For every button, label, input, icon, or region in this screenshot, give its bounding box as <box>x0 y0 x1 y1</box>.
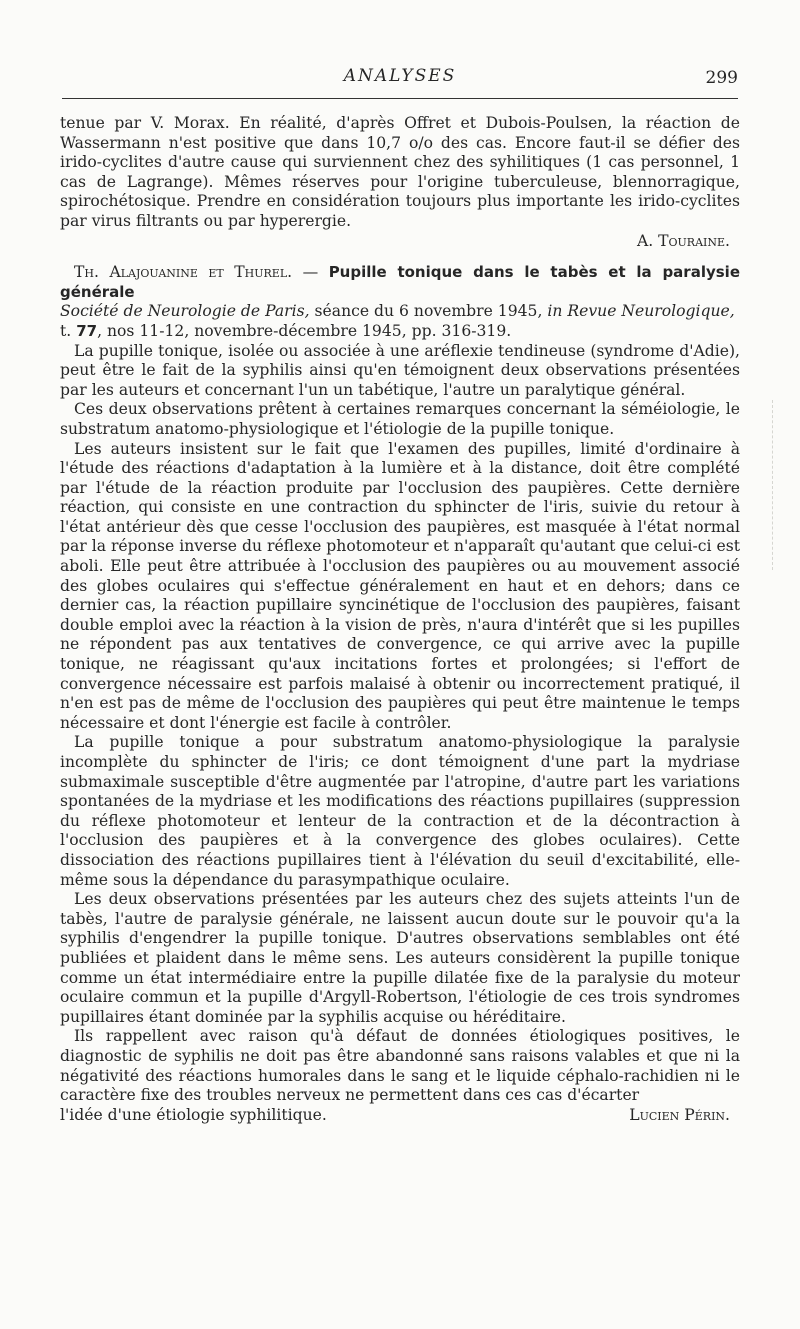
issue-info: , nos 11-12, novembre-décembre 1945, pp. 316-319. <box>97 321 512 340</box>
review-2-title: Pupille tonique dans le tabès et la paralysie générale <box>60 263 740 301</box>
paragraph: La pupille tonique a pour substratum anatomo-physiologique la paralysie incomplète du sphincter de l'iris; ce dont témoignent d'une part la mydriase submaximale susceptible d'être augmentée par l'atropine, d'autre part les variations spontanées de la mydriase et les modifications des réactions pupillaires (suppression du réflexe photomoteur et lenteur de la contraction et de la décontraction à l'occlusion des paupières et à la convergence des globes oculaires). Cette dissociation des réactions pupillaires tient à l'élévation du seuil d'excitabilité, elle-même sous la dépendance du parasympathique oculaire. <box>60 733 740 889</box>
paragraph: Ils rappellent avec raison qu'à défaut de données étiologiques positives, le diagnostic de syphilis ne doit pas être abandonné sans raisons valables et que ni la négativité des réactions humorales dans le sang et le liquide céphalo-rachidien ni le caractère fixe des troubles nerveux ne permettent dans ces cas d'écarter <box>60 1027 740 1105</box>
review-1-body: tenue par V. Morax. En réalité, d'après Offret et Dubois-Poulsen, la réaction de Wassermann n'est positive que dans 10,7 o/o des cas. Encore faut-il se défier des irido-cyclites d'autre cause qui surviennent chez des syhilitiques (1 cas personnel, 1 cas de Lagrange). Mêmes réserves pour l'origine tuberculeuse, blennorragique, spirochétosique. Prendre en considération toujours plus importante les irido-cyclites par virus filtrants ou par hyperergie. <box>60 114 740 230</box>
running-title: ANALYSES <box>343 66 457 86</box>
paragraph: La pupille tonique, isolée ou associée à une aréflexie tendineuse (syndrome d'Adie), peut être le fait de la syphilis ainsi qu'en témoignent deux observations présentées par les auteurs et concernant l'un un tabétique, l'autre un paralytique général. <box>60 341 740 399</box>
heading-dash: — <box>292 263 329 282</box>
paragraph: Les deux observations présentées par les auteurs chez des sujets atteints l'un de tabès, l'autre de paralysie générale, ne laissent aucun doute sur le pouvoir qu'a la syphilis d'engendrer la pupille tonique. D'autres observations semblables ont été publiées et plaident dans le même sens. Les auteurs considèrent la pupille tonique comme un état intermédiaire entre la pupille dilatée fixe de la paralysie du moteur oculaire commun et la pupille d'Argyll-Robertson, l'étiologie de ces trois syndromes pupillaires étant dominée par la syphilis acquise ou héréditaire. <box>60 890 740 1026</box>
source-session: séance du 6 novembre 1945, <box>309 302 548 321</box>
source-society: Société de Neurologie de Paris, <box>60 302 310 321</box>
paragraph: Les auteurs insistent sur le fait que l'examen des pupilles, limité d'ordinaire à l'étude des réactions d'adaptation à la lumière et à la distance, doit être complété par l'étude de la réaction produite par l'occlusion des paupières. Cette dernière réaction, qui consiste en une contraction du sphincter de l'iris, suivie du retour à l'état antérieur dès que cesse l'occlusion des paupières, est masquée à l'état normal par la réponse inverse du réflexe photomoteur et n'apparaît qu'autant que celui-ci est aboli. Elle peut être attribuée à l'occlusion des paupières ou au mouvement associé des globes oculaires qui s'effectue généralement en haut et en dehors; dans ce dernier cas, la réaction pupillaire syncinétique de l'occlusion des paupières, faisant double emploi avec la réaction à la vision de près, n'aura d'intérêt que si les pupilles ne répondent pas aux tentatives de convergence, ce qui arrive avec la pupille tonique, ne réagissant qu'aux incitations fortes et prolongées; si l'effort de convergence nécessaire est parfois malaisé à obtenir ou incorrectement pratiqué, il n'en est pas de même de l'occlusion des paupières qui peut être maintenue le temps nécessaire et dont l'énergie est facile à contrôler. <box>60 439 740 732</box>
review-1-signature: A. Touraine. <box>636 231 730 250</box>
margin-stamp-mark <box>772 400 800 570</box>
review-2-signature: Lucien Périn. <box>629 1105 730 1124</box>
page-body <box>60 114 740 1125</box>
review-2-authors: Th. Alajouanine et Thurel. <box>74 263 293 282</box>
paragraph: Ces deux observations prêtent à certaines remarques concernant la séméiologie, le substratum anatomo-physiologique et l'étiologie de la pupille tonique. <box>60 400 740 438</box>
final-line-text: l'idée d'une étiologie syphilitique. <box>60 1105 327 1124</box>
review-2-heading <box>60 263 740 341</box>
source-journal: in Revue Neurologique, <box>547 302 735 321</box>
page-header <box>62 64 738 99</box>
final-line <box>60 1106 740 1126</box>
volume-number: 77 <box>76 321 98 340</box>
volume-prefix: t. <box>60 321 77 340</box>
page-number: 299 <box>705 68 738 88</box>
